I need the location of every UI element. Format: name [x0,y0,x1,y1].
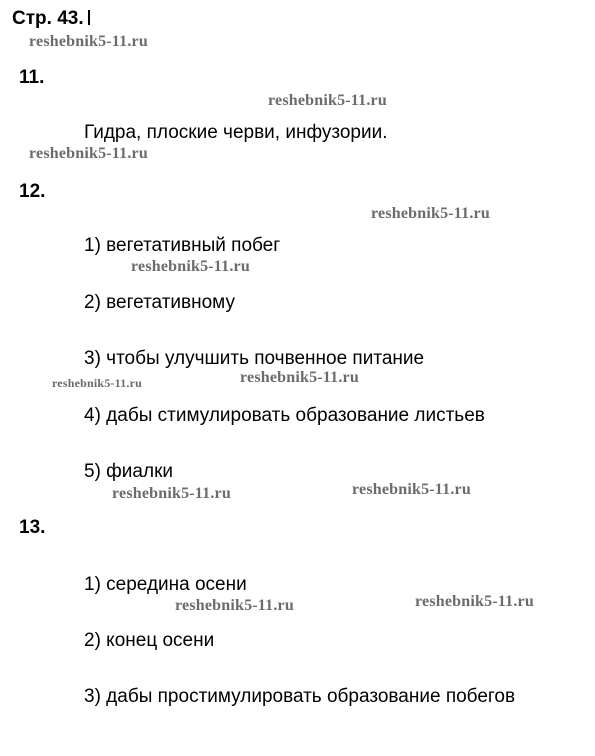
watermark: reshebnik5-11.ru [29,33,148,50]
watermark: reshebnik5-11.ru [112,485,231,502]
watermark: reshebnik5-11.ru [131,258,250,275]
task-number-12: 12. [19,181,46,202]
task-12-answer-2: 2) вегетативному [84,292,235,313]
task-13-answer-2: 2) конец осени [84,630,215,651]
task-number-11: 11. [19,67,45,88]
watermark: reshebnik5-11.ru [371,205,490,222]
task-12-answer-1: 1) вегетативный побег [84,235,281,256]
task-11-answer: Гидра, плоские черви, инфузории. [84,122,388,143]
task-13-answer-3: 3) дабы простимулировать образование побегов [84,686,516,707]
watermark: reshebnik5-11.ru [175,597,294,614]
task-12-answer-5: 5) фиалки [84,461,173,482]
watermark: reshebnik5-11.ru [268,92,387,109]
task-12-answer-4: 4) дабы стимулировать образование листьев [84,405,485,426]
task-13-answer-1: 1) середина осени [84,574,247,595]
watermark: reshebnik5-11.ru [352,481,471,498]
task-number-13: 13. [19,517,46,538]
task-12-answer-3: 3) чтобы улучшить почвенное питание [84,348,425,369]
watermark: reshebnik5-11.ru [29,145,148,162]
watermark: reshebnik5-11.ru [415,593,534,610]
page-title-text: Стр. 43. [12,8,84,29]
watermark: reshebnik5-11.ru [52,376,142,390]
watermark: reshebnik5-11.ru [240,369,359,386]
text-cursor [88,10,90,25]
page-title [12,8,90,30]
